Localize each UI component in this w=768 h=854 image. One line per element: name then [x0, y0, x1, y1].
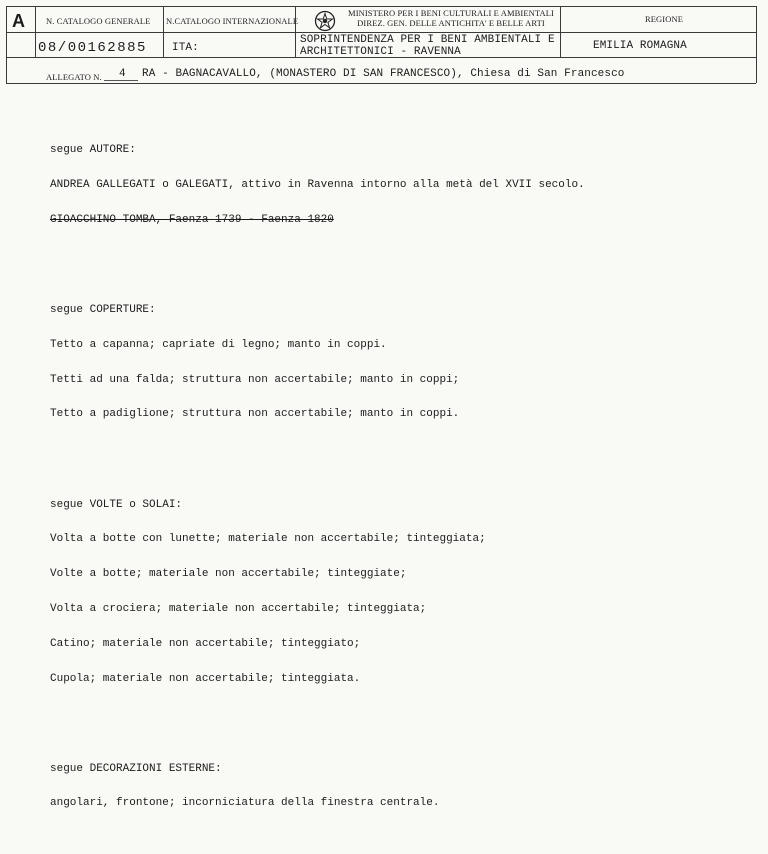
soprintendenza-line-2: ARCHITETTONICI - RAVENNA: [300, 46, 461, 58]
ministero-line-2: DIREZ. GEN. DELLE ANTICHITA' E BELLE ARTI: [357, 18, 545, 28]
allegato-label: ALLEGATO N.: [46, 72, 102, 82]
soprintendenza-line-1: SOPRINTENDENZA PER I BENI AMBIENTALI E: [300, 34, 555, 46]
section-title: segue DECORAZIONI ESTERNE:: [50, 762, 222, 775]
regione-label: REGIONE: [645, 14, 683, 24]
catalogo-generale-label: N. CATALOGO GENERALE: [46, 16, 151, 26]
section-line: GIOACCHINO TOMBA, Faenza 1739 - Faenza 1820: [50, 213, 334, 226]
catalogo-internazionale-value: ITA:: [172, 42, 199, 54]
allegato-number: 4: [119, 68, 126, 80]
catalogo-generale-value: 08/00162885: [38, 40, 147, 56]
section-line: Tetto a padiglione; struttura non accertabile; manto in coppi.: [50, 408, 460, 421]
section-title: segue VOLTE o SOLAI:: [50, 498, 183, 511]
scheda-body: [50, 99, 750, 854]
section-line: Volta a crociera; materiale non accertabile; tinteggiata;: [50, 602, 427, 615]
section-line: ANDREA GALLEGATI o GALEGATI, attivo in Ravenna intorno alla metà del XVII secolo.: [50, 179, 585, 192]
section-coperture: [50, 282, 750, 444]
soprintendenza: [300, 34, 555, 58]
section-line: Tetti ad una falda; struttura non accertabile; manto in coppi;: [50, 373, 460, 386]
ministero-line-1: MINISTERO PER I BENI CULTURALI E AMBIENTALI: [348, 8, 554, 18]
section-decorazioni: [50, 740, 750, 833]
allegato-text: RA - BAGNACAVALLO, (MONASTERO DI SAN FRANCESCO), Chiesa di San Francesco: [142, 68, 625, 80]
section-line: angolari, frontone; incorniciatura della finestra centrale.: [50, 797, 440, 810]
catalog-header: [0, 0, 768, 90]
section-volte: [50, 476, 750, 708]
section-line: Tetto a capanna; capriate di legno; manto in coppi.: [50, 338, 387, 351]
section-title: segue AUTORE:: [50, 144, 136, 157]
section-line: Cupola; materiale non accertabile; tinteggiata.: [50, 672, 361, 685]
section-autore: [50, 122, 750, 250]
section-title: segue COPERTURE:: [50, 304, 156, 317]
italian-republic-emblem-icon: [314, 10, 336, 32]
ministero-heading: [342, 8, 560, 28]
section-line: Catino; materiale non accertabile; tinteggiato;: [50, 637, 361, 650]
section-line: Volta a botte con lunette; materiale non accertabile; tinteggiata;: [50, 533, 486, 546]
catalogo-internazionale-label: N.CATALOGO INTERNAZIONALE: [166, 16, 299, 26]
regione-value: EMILIA ROMAGNA: [593, 40, 687, 52]
card-letter: A: [12, 11, 26, 31]
section-line: Volte a botte; materiale non accertabile; tinteggiate;: [50, 568, 407, 581]
